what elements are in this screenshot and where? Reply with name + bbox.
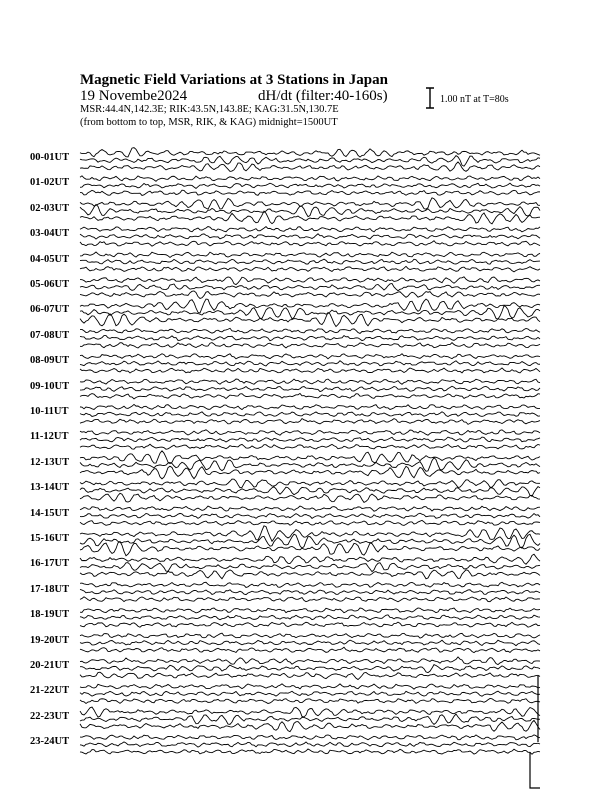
trace-kag-hour-0 — [80, 148, 540, 157]
chart-date: 19 Novembe2024 — [80, 88, 188, 104]
hour-label: 14-15UT — [30, 507, 70, 519]
trace-kag-hour-4 — [80, 252, 540, 257]
trace-rik-hour-9 — [80, 386, 540, 391]
hour-label: 04-05UT — [30, 253, 70, 265]
trace-kag-hour-3 — [80, 227, 540, 232]
trace-rik-hour-12 — [80, 458, 540, 472]
trace-msr-hour-3 — [80, 241, 540, 246]
chart-quantity: dH/dt (filter:40-160s) — [258, 88, 388, 104]
trace-kag-hour-5 — [80, 277, 540, 285]
trace-kag-hour-22 — [80, 707, 540, 717]
hour-label: 13-14UT — [30, 482, 70, 494]
hour-label: 09-10UT — [30, 380, 70, 392]
trace-rik-hour-15 — [80, 534, 540, 548]
hour-label: 23-24UT — [30, 736, 70, 748]
chart-title: Magnetic Field Variations at 3 Stations in Japan — [80, 72, 388, 88]
trace-rik-hour-17 — [80, 589, 540, 594]
trace-msr-hour-10 — [80, 419, 540, 425]
hour-label: 01-02UT — [30, 177, 70, 189]
trace-rik-hour-6 — [80, 306, 540, 319]
hour-label: 10-11UT — [30, 406, 69, 417]
hour-label: 19-20UT — [30, 634, 70, 646]
trace-kag-hour-18 — [80, 608, 540, 613]
trace-order-note: (from bottom to top, MSR, RIK, & KAG) midnight=1500UT — [80, 117, 338, 128]
trace-rik-hour-1 — [80, 183, 540, 188]
hour-label: 16-17UT — [30, 558, 70, 570]
trace-kag-hour-20 — [80, 657, 540, 665]
trace-msr-hour-13 — [80, 493, 540, 502]
hour-label: 00-01UT — [30, 152, 70, 163]
trace-kag-hour-8 — [80, 354, 540, 359]
scale-bar-label: 1.00 nT at T=80s — [440, 94, 509, 105]
trace-kag-hour-2 — [80, 198, 540, 209]
trace-kag-hour-21 — [80, 684, 540, 689]
trace-msr-hour-7 — [80, 343, 540, 348]
trace-rik-hour-21 — [80, 691, 540, 696]
trace-kag-hour-23 — [80, 735, 540, 740]
trace-rik-hour-13 — [80, 487, 540, 497]
trace-rik-hour-18 — [80, 615, 540, 620]
trace-msr-hour-1 — [80, 190, 540, 195]
trace-msr-hour-16 — [80, 570, 540, 579]
trace-msr-hour-22 — [80, 720, 540, 731]
trace-msr-hour-15 — [80, 541, 540, 555]
trace-rik-hour-23 — [80, 742, 540, 747]
trace-msr-hour-23 — [80, 749, 540, 754]
trace-rik-hour-11 — [80, 437, 540, 442]
trace-rik-hour-14 — [80, 513, 540, 518]
trace-kag-hour-15 — [80, 526, 540, 541]
trace-rik-hour-3 — [80, 234, 540, 239]
hour-label: 03-04UT — [30, 228, 70, 240]
trace-rik-hour-22 — [80, 714, 540, 724]
trace-rik-hour-10 — [80, 412, 540, 417]
trace-kag-hour-14 — [80, 506, 540, 511]
trace-rik-hour-4 — [80, 259, 540, 264]
trace-rik-hour-0 — [80, 156, 540, 167]
hour-label: 02-03UT — [30, 202, 70, 214]
trace-rik-hour-5 — [80, 283, 540, 290]
trace-msr-hour-14 — [80, 520, 540, 525]
scale-bar — [426, 88, 434, 108]
trace-msr-hour-11 — [80, 444, 540, 449]
trace-kag-hour-19 — [80, 633, 540, 638]
hour-label: 11-12UT — [30, 431, 69, 443]
hour-label: 05-06UT — [30, 279, 70, 290]
hour-label: 15-16UT — [30, 533, 70, 544]
trace-rik-hour-8 — [80, 361, 540, 366]
trace-kag-hour-7 — [80, 328, 540, 333]
hour-label: 21-22UT — [30, 685, 70, 697]
trace-kag-hour-16 — [80, 554, 540, 564]
hour-label: 08-09UT — [30, 355, 70, 367]
trace-rik-hour-16 — [80, 563, 540, 572]
record-end-marker — [530, 676, 540, 788]
trace-msr-hour-21 — [80, 698, 540, 703]
trace-rik-hour-7 — [80, 336, 540, 341]
trace-kag-hour-17 — [80, 582, 540, 587]
hour-label: 12-13UT — [30, 456, 70, 468]
trace-rik-hour-20 — [80, 665, 540, 673]
trace-msr-hour-0 — [80, 162, 540, 171]
hour-label: 18-19UT — [30, 609, 70, 621]
station-coordinates: MSR:44.4N,142.3E; RIK:43.5N,143.8E; KAG:31.5N,130.7E — [80, 104, 339, 115]
trace-msr-hour-12 — [80, 466, 540, 479]
hour-label: 20-21UT — [30, 660, 70, 671]
trace-msr-hour-4 — [80, 266, 540, 271]
trace-kag-hour-11 — [80, 430, 540, 435]
hour-label: 07-08UT — [30, 329, 70, 341]
trace-msr-hour-2 — [80, 211, 540, 224]
trace-msr-hour-9 — [80, 393, 540, 398]
hour-label: 22-23UT — [30, 710, 70, 722]
trace-kag-hour-10 — [80, 404, 540, 409]
trace-msr-hour-18 — [80, 622, 540, 627]
trace-kag-hour-1 — [80, 176, 540, 181]
trace-msr-hour-19 — [80, 647, 540, 652]
trace-msr-hour-8 — [80, 368, 540, 373]
trace-msr-hour-17 — [80, 597, 540, 602]
trace-kag-hour-9 — [80, 379, 540, 384]
trace-msr-hour-5 — [80, 291, 540, 299]
trace-kag-hour-13 — [80, 479, 540, 488]
trace-msr-hour-20 — [80, 672, 540, 679]
hour-label: 06-07UT — [30, 304, 70, 316]
hour-label: 17-18UT — [30, 583, 70, 595]
trace-kag-hour-12 — [80, 451, 540, 464]
trace-rik-hour-19 — [80, 640, 540, 646]
trace-msr-hour-6 — [80, 312, 540, 326]
